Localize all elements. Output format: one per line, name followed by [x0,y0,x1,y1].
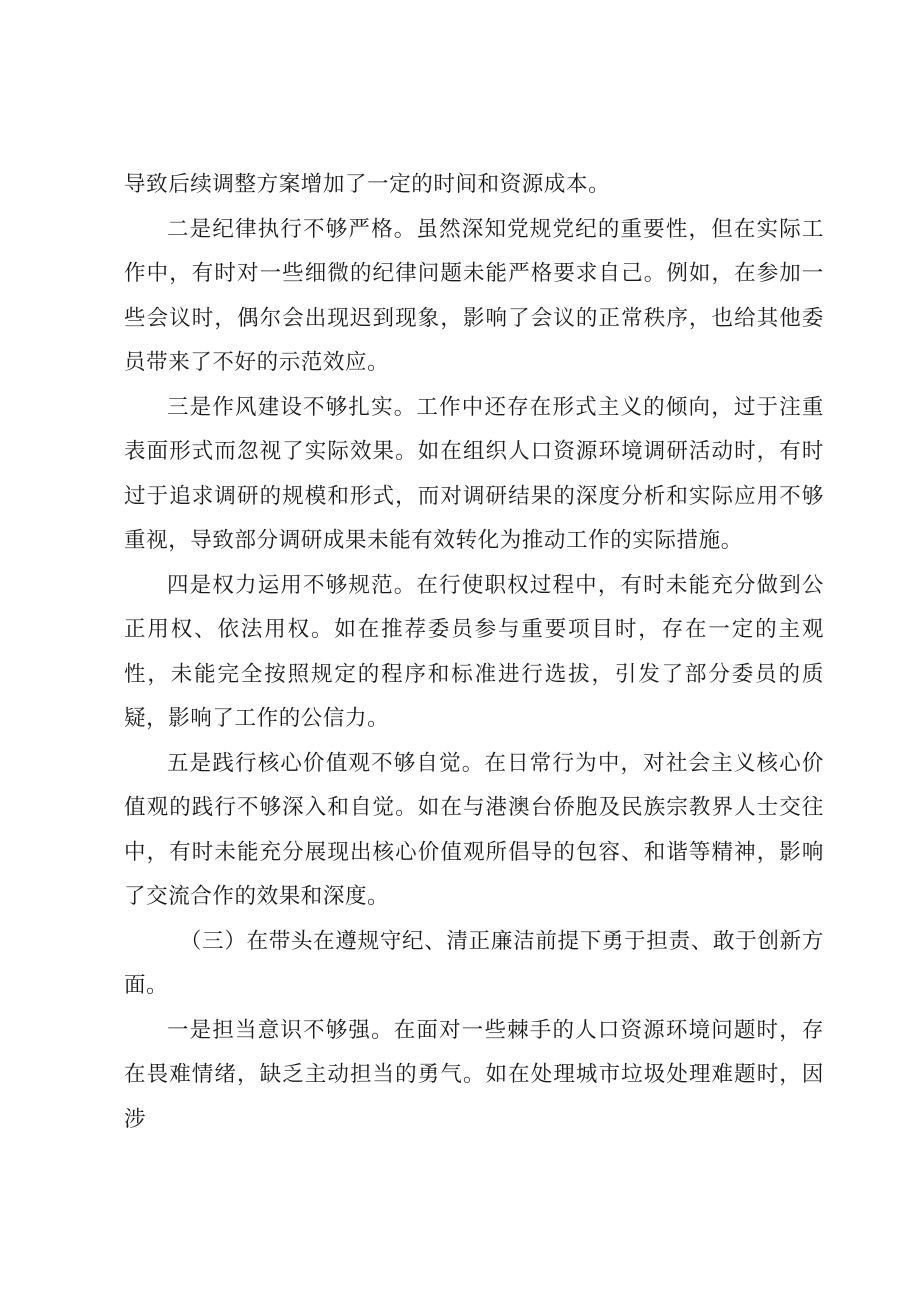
paragraph-work-style: 三是作风建设不够扎实。工作中还存在形式主义的倾向，过于注重表面形式而忽视了实际效果。如在组织人口资源环境调研活动时，有时过于追求调研的规模和形式，而对调研结果的深度分析和实际应用不够重视，导致部分调研成果未能有效转化为推动工作的实际措施。 [124,394,824,553]
section-heading: （三）在带头在遵规守纪、清正廉洁前提下勇于担责、敢于创新方面。 [124,928,824,998]
paragraph-core-values: 五是践行核心价值观不够自觉。在日常行为中，对社会主义核心价值观的践行不够深入和自觉。如在与港澳台侨胞及民族宗教界人士交往中，有时未能充分展现出核心价值观所倡导的包容、和谐等精神，影响了交流合作的效果和深度。 [124,750,824,909]
paragraph-continuation: 导致后续调整方案增加了一定的时间和资源成本。 [124,172,611,197]
paragraph-discipline: 二是纪律执行不够严格。虽然深知党规党纪的重要性，但在实际工作中，有时对一些细微的纪律问题未能严格要求自己。例如，在参加一些会议时，偶尔会出现迟到现象，影响了会议的正常秩序，也给其他委员带来了不好的示范效应。 [124,216,824,375]
paragraph-power-use: 四是权力运用不够规范。在行使职权过程中，有时未能充分做到公正用权、依法用权。如在推荐委员参与重要项目时，存在一定的主观性，未能完全按照规定的程序和标准进行选拔，引发了部分委员的质疑，影响了工作的公信力。 [124,572,824,731]
document-body [124,163,824,1142]
paragraph-responsibility: 一是担当意识不够强。在面对一些棘手的人口资源环境问题时，存在畏难情绪，缺乏主动担当的勇气。如在处理城市垃圾处理难题时，因涉 [124,1017,824,1132]
